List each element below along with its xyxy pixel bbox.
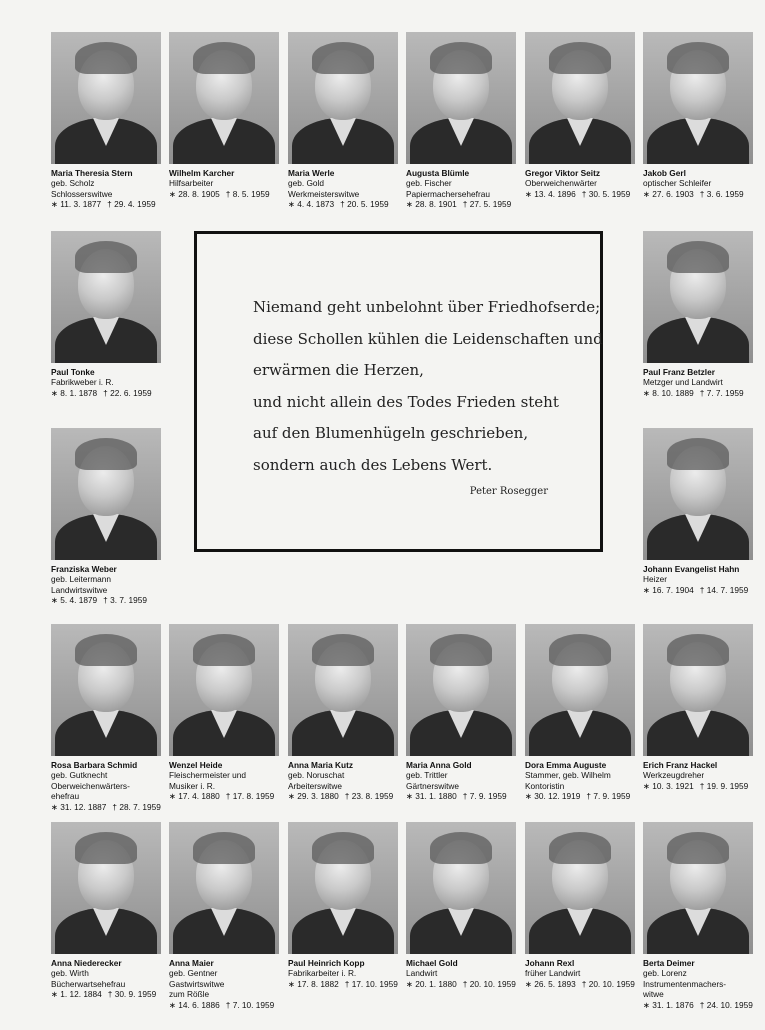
person-detail: Oberweichenwärter <box>525 178 597 189</box>
life-dates <box>525 979 643 989</box>
caption <box>288 760 406 802</box>
birth-date: ∗ 13. 4. 1896 <box>525 188 576 199</box>
obituary-card <box>288 32 406 210</box>
death-date: † 20. 10. 1959 <box>581 978 635 989</box>
quote-line: auf den Blumenhügeln geschrieben, <box>253 424 529 442</box>
person-detail: Hilfsarbeiter <box>169 178 214 189</box>
portrait-photo <box>288 32 398 164</box>
obituary-card <box>525 624 643 802</box>
person-name: Jakob Gerl <box>643 168 686 178</box>
person-detail: Papiermachersehefrau <box>406 188 490 199</box>
caption <box>406 760 524 802</box>
birth-date: ∗ 27. 6. 1903 <box>643 188 694 199</box>
person-detail: geb. Noruschat <box>288 770 345 781</box>
person-name: Maria Werle <box>288 168 335 178</box>
portrait-photo <box>406 32 516 164</box>
person-detail: Werkmeisterswitwe <box>288 188 360 199</box>
person-detail: ehefrau <box>51 791 80 802</box>
person-detail: Oberweichenwärters- <box>51 780 130 791</box>
caption <box>643 760 761 791</box>
birth-date: ∗ 31. 1. 1876 <box>643 999 694 1010</box>
portrait-photo <box>643 624 753 756</box>
person-detail: Werkzeugdreher <box>643 770 705 781</box>
portrait-photo <box>406 624 516 756</box>
birth-date: ∗ 20. 1. 1880 <box>406 978 457 989</box>
caption <box>169 168 287 199</box>
death-date: † 3. 7. 1959 <box>103 595 147 606</box>
life-dates <box>643 781 761 791</box>
birth-date: ∗ 28. 8. 1901 <box>406 199 457 210</box>
death-date: † 17. 10. 1959 <box>344 978 398 989</box>
portrait-photo <box>169 822 279 954</box>
portrait-photo <box>643 231 753 363</box>
portrait-photo <box>169 32 279 164</box>
life-dates <box>51 595 169 605</box>
person-name: Paul Tonke <box>51 367 95 377</box>
person-detail: Arbeiterswitwe <box>288 780 342 791</box>
death-date: † 30. 9. 1959 <box>107 989 157 1000</box>
person-detail: geb. Scholz <box>51 178 95 189</box>
death-date: † 27. 5. 1959 <box>462 199 512 210</box>
obituary-card <box>643 624 761 791</box>
person-detail: geb. Gutknecht <box>51 770 108 781</box>
life-dates <box>643 1000 761 1010</box>
quote-text <box>253 292 603 481</box>
person-detail: Instrumentenmachers- <box>643 978 727 989</box>
person-detail: geb. Leitermann <box>51 574 111 585</box>
portrait-photo <box>643 428 753 560</box>
birth-date: ∗ 17. 8. 1882 <box>288 978 339 989</box>
portrait-photo <box>643 822 753 954</box>
birth-date: ∗ 31. 12. 1887 <box>51 801 107 812</box>
birth-date: ∗ 5. 4. 1879 <box>51 595 98 606</box>
death-date: † 7. 9. 1959 <box>462 791 507 802</box>
person-detail: Stammer, geb. Wilhelm <box>525 770 611 781</box>
death-date: † 14. 7. 1959 <box>699 584 749 595</box>
life-dates <box>643 585 761 595</box>
obituary-card <box>643 428 761 595</box>
death-date: † 8. 5. 1959 <box>225 188 270 199</box>
death-date: † 7. 7. 1959 <box>699 387 744 398</box>
person-detail: Landwirt <box>406 968 438 979</box>
birth-date: ∗ 8. 10. 1889 <box>643 387 694 398</box>
person-name: Erich Franz Hackel <box>643 760 718 770</box>
obituary-card <box>643 822 761 1010</box>
life-dates <box>169 791 287 801</box>
person-detail: Landwirtswitwe <box>51 584 108 595</box>
quote-box <box>194 231 603 552</box>
portrait-photo <box>525 624 635 756</box>
birth-date: ∗ 31. 1. 1880 <box>406 791 457 802</box>
birth-date: ∗ 28. 8. 1905 <box>169 188 220 199</box>
life-dates <box>169 189 287 199</box>
portrait-photo <box>51 428 161 560</box>
caption <box>643 168 761 199</box>
quote-author: Peter Rosegger <box>469 486 548 497</box>
quote-line: Niemand geht unbelohnt über Friedhofserde; <box>253 298 601 316</box>
obituary-card <box>525 32 643 199</box>
portrait-photo <box>51 624 161 756</box>
birth-date: ∗ 29. 3. 1880 <box>288 791 339 802</box>
life-dates <box>288 199 406 209</box>
death-date: † 19. 9. 1959 <box>699 780 749 791</box>
person-name: Anna Niederecker <box>51 958 122 968</box>
obituary-card <box>525 822 643 989</box>
death-date: † 28. 7. 1959 <box>112 801 161 812</box>
person-name: Johann Rexl <box>525 958 575 968</box>
death-date: † 24. 10. 1959 <box>699 999 753 1010</box>
birth-date: ∗ 30. 12. 1919 <box>525 791 581 802</box>
person-detail: Bücherwartsehefrau <box>51 978 126 989</box>
portrait-photo <box>51 32 161 164</box>
obituary-card <box>406 624 524 802</box>
caption <box>643 367 761 398</box>
death-date: † 3. 6. 1959 <box>699 188 744 199</box>
person-detail: Gärtnerswitwe <box>406 780 460 791</box>
person-detail: zum Rößle <box>169 989 210 1000</box>
death-date: † 22. 6. 1959 <box>103 387 152 398</box>
obituary-card <box>406 32 524 210</box>
birth-date: ∗ 16. 7. 1904 <box>643 584 694 595</box>
person-name: Paul Heinrich Kopp <box>288 958 365 968</box>
death-date: † 7. 9. 1959 <box>586 791 631 802</box>
person-name: Wenzel Heide <box>169 760 223 770</box>
caption <box>288 958 406 989</box>
life-dates <box>169 1000 287 1010</box>
person-detail: geb. Lorenz <box>643 968 687 979</box>
death-date: † 17. 8. 1959 <box>225 791 275 802</box>
portrait-photo <box>288 624 398 756</box>
obituary-card <box>288 624 406 802</box>
person-detail: geb. Gold <box>288 178 324 189</box>
person-detail: Fleischermeister und <box>169 770 247 781</box>
life-dates <box>51 388 169 398</box>
person-detail: Metzger und Landwirt <box>643 377 723 388</box>
death-date: † 23. 8. 1959 <box>344 791 394 802</box>
person-name: Berta Deimer <box>643 958 695 968</box>
portrait-photo <box>643 32 753 164</box>
caption <box>51 760 169 812</box>
birth-date: ∗ 4. 4. 1873 <box>288 199 335 210</box>
obituary-card <box>406 822 524 989</box>
life-dates <box>643 388 761 398</box>
person-name: Maria Anna Gold <box>406 760 472 770</box>
person-name: Paul Franz Betzler <box>643 367 715 377</box>
obituary-card <box>51 822 169 1000</box>
obituary-card <box>51 624 169 812</box>
life-dates <box>406 199 524 209</box>
person-name: Michael Gold <box>406 958 458 968</box>
person-name: Franziska Weber <box>51 564 117 574</box>
person-name: Rosa Barbara Schmid <box>51 760 138 770</box>
caption <box>51 367 169 398</box>
obituary-card <box>169 822 287 1010</box>
person-detail: früher Landwirt <box>525 968 581 979</box>
person-detail: Kontoristin <box>525 780 565 791</box>
caption <box>51 564 169 606</box>
portrait-photo <box>51 822 161 954</box>
caption <box>406 168 524 210</box>
person-name: Maria Theresia Stern <box>51 168 133 178</box>
life-dates <box>288 791 406 801</box>
person-detail: Schlosserswitwe <box>51 188 113 199</box>
birth-date: ∗ 11. 3. 1877 <box>51 199 102 210</box>
obituary-card <box>51 428 169 606</box>
obituary-card <box>643 32 761 199</box>
person-detail: geb. Wirth <box>51 968 89 979</box>
birth-date: ∗ 26. 5. 1893 <box>525 978 576 989</box>
person-name: Anna Maria Kutz <box>288 760 353 770</box>
obituary-card <box>169 624 287 802</box>
portrait-photo <box>525 822 635 954</box>
death-date: † 20. 10. 1959 <box>462 978 516 989</box>
person-detail: Fabrikweber i. R. <box>51 377 114 388</box>
obituary-card <box>51 231 169 398</box>
portrait-photo <box>169 624 279 756</box>
life-dates <box>525 189 643 199</box>
life-dates <box>406 979 524 989</box>
person-detail: Gastwirtswitwe <box>169 978 225 989</box>
person-name: Wilhelm Karcher <box>169 168 235 178</box>
person-name: Dora Emma Auguste <box>525 760 607 770</box>
caption <box>643 958 761 1010</box>
caption <box>406 958 524 989</box>
person-name: Gregor Viktor Seitz <box>525 168 601 178</box>
obituary-card <box>288 822 406 989</box>
person-name: Anna Maier <box>169 958 214 968</box>
obituary-card <box>643 231 761 398</box>
life-dates <box>288 979 406 989</box>
death-date: † 29. 4. 1959 <box>107 199 156 210</box>
death-date: † 30. 5. 1959 <box>581 188 631 199</box>
person-detail: geb. Fischer <box>406 178 452 189</box>
caption <box>643 564 761 595</box>
obituary-card <box>51 32 169 210</box>
birth-date: ∗ 10. 3. 1921 <box>643 780 694 791</box>
portrait-photo <box>406 822 516 954</box>
person-detail: Heizer <box>643 574 667 585</box>
quote-line: und nicht allein des Todes Frieden steht <box>253 392 559 411</box>
caption <box>169 760 287 802</box>
life-dates <box>406 791 524 801</box>
quote-line: diese Schollen kühlen die Leidenschaften und <box>253 329 603 348</box>
portrait-photo <box>51 231 161 363</box>
life-dates <box>51 989 169 999</box>
person-detail: Musiker i. R. <box>169 780 216 791</box>
quote-line: erwärmen die Herzen, <box>253 361 424 379</box>
obituary-card <box>169 32 287 199</box>
life-dates <box>51 802 169 812</box>
life-dates <box>525 791 643 801</box>
caption <box>525 760 643 802</box>
death-date: † 7. 10. 1959 <box>225 999 275 1010</box>
death-date: † 20. 5. 1959 <box>340 199 389 210</box>
person-detail: optischer Schleifer <box>643 178 712 189</box>
caption <box>525 958 643 989</box>
birth-date: ∗ 8. 1. 1878 <box>51 387 98 398</box>
portrait-photo <box>288 822 398 954</box>
life-dates <box>51 199 169 209</box>
caption <box>525 168 643 199</box>
quote-line: sondern auch des Lebens Wert. <box>253 455 493 474</box>
person-detail: witwe <box>643 989 664 1000</box>
person-detail: geb. Gentner <box>169 968 218 979</box>
caption <box>51 168 169 210</box>
birth-date: ∗ 17. 4. 1880 <box>169 791 220 802</box>
person-name: Augusta Blümle <box>406 168 470 178</box>
person-name: Johann Evangelist Hahn <box>643 564 740 574</box>
portrait-photo <box>525 32 635 164</box>
person-detail: Fabrikarbeiter i. R. <box>288 968 357 979</box>
caption <box>51 958 169 1000</box>
birth-date: ∗ 1. 12. 1884 <box>51 989 102 1000</box>
birth-date: ∗ 14. 6. 1886 <box>169 999 220 1010</box>
person-detail: geb. Trittler <box>406 770 448 781</box>
life-dates <box>643 189 761 199</box>
caption <box>169 958 287 1010</box>
caption <box>288 168 406 210</box>
